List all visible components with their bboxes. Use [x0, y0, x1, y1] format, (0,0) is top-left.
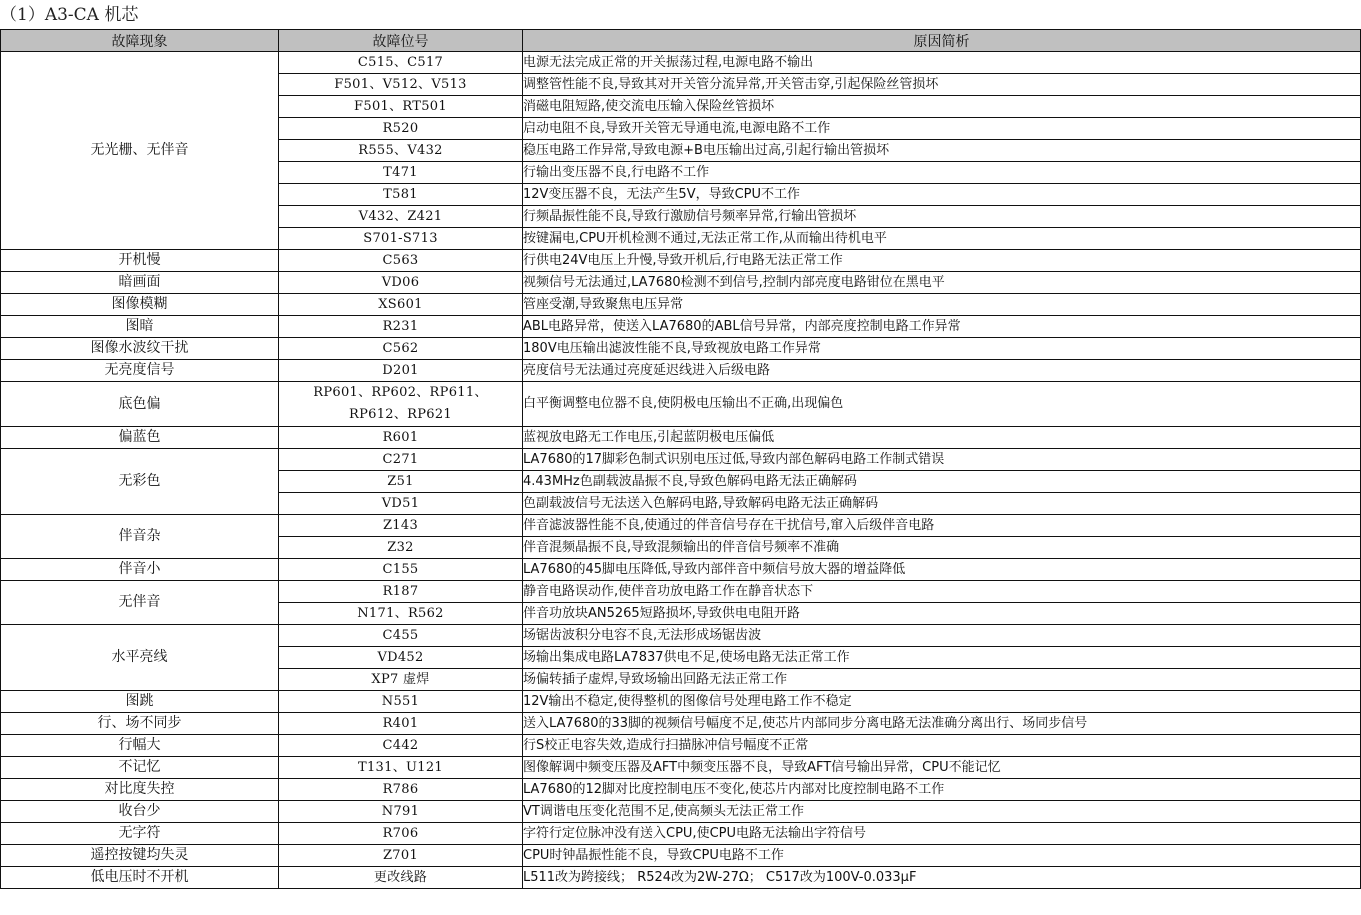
- cause-cell: CPU时钟晶振性能不良，导致CPU电路不工作: [523, 845, 1361, 867]
- cause-cell: 行输出变压器不良,行电路不工作: [523, 162, 1361, 184]
- table-row: [1, 316, 1361, 338]
- column-header-position: 故障位号: [279, 30, 523, 52]
- cause-cell: 蓝视放电路无工作电压,引起蓝阴极电压偏低: [523, 427, 1361, 449]
- position-cell: S701-S713: [279, 228, 523, 250]
- cause-cell: LA7680的17脚彩色制式识别电压过低,导致内部色解码电路工作制式错误: [523, 449, 1361, 471]
- symptom-cell: 行、场不同步: [1, 713, 279, 735]
- cause-cell: 启动电阻不良,导致开关管无导通电流,电源电路不工作: [523, 118, 1361, 140]
- position-cell: R231: [279, 316, 523, 338]
- symptom-cell: 伴音小: [1, 559, 279, 581]
- symptom-cell: 收台少: [1, 801, 279, 823]
- symptom-cell: 无伴音: [1, 581, 279, 625]
- cause-cell: LA7680的12脚对比度控制电压不变化,使芯片内部对比度控制电路不工作: [523, 779, 1361, 801]
- cause-cell: 场锯齿波积分电容不良,无法形成场锯齿波: [523, 625, 1361, 647]
- position-cell: VD51: [279, 493, 523, 515]
- cause-cell: 送入LA7680的33脚的视频信号幅度不足,使芯片内部同步分离电路无法准确分离出行、场同步信号: [523, 713, 1361, 735]
- cause-cell: VT调谐电压变化范围不足,使高频头无法正常工作: [523, 801, 1361, 823]
- position-cell: RP601、RP602、RP611、RP612、RP621: [279, 382, 523, 427]
- table-row: [1, 272, 1361, 294]
- symptom-cell: 无光栅、无伴音: [1, 52, 279, 250]
- fault-table: [0, 29, 1361, 889]
- cause-cell: 场输出集成电路LA7837供电不足,使场电路无法正常工作: [523, 647, 1361, 669]
- table-row: [1, 845, 1361, 867]
- cause-cell: 4.43MHz色副载波晶振不良,导致色解码电路无法正确解码: [523, 471, 1361, 493]
- position-cell: T471: [279, 162, 523, 184]
- cause-cell: L511改为跨接线； R524改为2W-27Ω； C517改为100V-0.033μF: [523, 867, 1361, 889]
- position-cell: C562: [279, 338, 523, 360]
- symptom-cell: 图像水波纹干扰: [1, 338, 279, 360]
- symptom-cell: 低电压时不开机: [1, 867, 279, 889]
- table-body: [1, 52, 1361, 889]
- position-cell: Z51: [279, 471, 523, 493]
- table-row: [1, 757, 1361, 779]
- symptom-cell: 图跳: [1, 691, 279, 713]
- column-header-cause: 原因简析: [523, 30, 1361, 52]
- cause-cell: 调整管性能不良,导致其对开关管分流异常,开关管击穿,引起保险丝管损坏: [523, 74, 1361, 96]
- table-row: [1, 294, 1361, 316]
- symptom-cell: 无亮度信号: [1, 360, 279, 382]
- position-cell: F501、V512、V513: [279, 74, 523, 96]
- position-cell: C271: [279, 449, 523, 471]
- cause-cell: 180V电压输出滤波性能不良,导致视放电路工作异常: [523, 338, 1361, 360]
- symptom-cell: 暗画面: [1, 272, 279, 294]
- position-cell: C155: [279, 559, 523, 581]
- position-cell: C455: [279, 625, 523, 647]
- position-cell: D201: [279, 360, 523, 382]
- symptom-cell: 偏蓝色: [1, 427, 279, 449]
- symptom-cell: 图暗: [1, 316, 279, 338]
- symptom-cell: 对比度失控: [1, 779, 279, 801]
- cause-cell: 按键漏电,CPU开机检测不通过,无法正常工作,从而输出待机电平: [523, 228, 1361, 250]
- cause-cell: LA7680的45脚电压降低,导致内部伴音中频信号放大器的增益降低: [523, 559, 1361, 581]
- table-header-row: [1, 30, 1361, 52]
- cause-cell: ABL电路异常，使送入LA7680的ABL信号异常，内部亮度控制电路工作异常: [523, 316, 1361, 338]
- symptom-cell: 开机慢: [1, 250, 279, 272]
- table-row: [1, 515, 1361, 537]
- position-cell: T581: [279, 184, 523, 206]
- position-cell: R187: [279, 581, 523, 603]
- position-cell: Z701: [279, 845, 523, 867]
- position-cell: R520: [279, 118, 523, 140]
- cause-cell: 色副载波信号无法送入色解码电路,导致解码电路无法正确解码: [523, 493, 1361, 515]
- cause-cell: 伴音滤波器性能不良,使通过的伴音信号存在干扰信号,窜入后级伴音电路: [523, 515, 1361, 537]
- position-cell: T131、U121: [279, 757, 523, 779]
- table-row: [1, 52, 1361, 74]
- cause-cell: 行供电24V电压上升慢,导致开机后,行电路无法正常工作: [523, 250, 1361, 272]
- symptom-cell: 底色偏: [1, 382, 279, 427]
- position-cell: N791: [279, 801, 523, 823]
- cause-cell: 图像解调中频变压器及AFT中频变压器不良，导致AFT信号输出异常，CPU不能记忆: [523, 757, 1361, 779]
- cause-cell: 伴音混频晶振不良,导致混频输出的伴音信号频率不准确: [523, 537, 1361, 559]
- column-header-symptom: 故障现象: [1, 30, 279, 52]
- cause-cell: 场偏转插子虚焊,导致场输出回路无法正常工作: [523, 669, 1361, 691]
- table-row: [1, 779, 1361, 801]
- cause-cell: 字符行定位脉冲没有送入CPU,使CPU电路无法输出字符信号: [523, 823, 1361, 845]
- symptom-cell: 无字符: [1, 823, 279, 845]
- cause-cell: 稳压电路工作异常,导致电源+B电压输出过高,引起行输出管损坏: [523, 140, 1361, 162]
- table-row: [1, 713, 1361, 735]
- cause-cell: 12V变压器不良，无法产生5V，导致CPU不工作: [523, 184, 1361, 206]
- cause-cell: 12V输出不稳定,使得整机的图像信号处理电路工作不稳定: [523, 691, 1361, 713]
- table-row: [1, 823, 1361, 845]
- position-cell: C442: [279, 735, 523, 757]
- position-cell: VD06: [279, 272, 523, 294]
- cause-cell: 视频信号无法通过,LA7680检测不到信号,控制内部亮度电路钳位在黑电平: [523, 272, 1361, 294]
- cause-cell: 伴音功放块AN5265短路损坏,导致供电电阻开路: [523, 603, 1361, 625]
- cause-cell: 白平衡调整电位器不良,使阴极电压输出不正确,出现偏色: [523, 382, 1361, 427]
- cause-cell: 静音电路误动作,使伴音功放电路工作在静音状态下: [523, 581, 1361, 603]
- symptom-cell: 图像模糊: [1, 294, 279, 316]
- table-row: [1, 427, 1361, 449]
- position-cell: R786: [279, 779, 523, 801]
- position-cell: VD452: [279, 647, 523, 669]
- position-cell: R706: [279, 823, 523, 845]
- table-row: [1, 801, 1361, 823]
- table-row: [1, 867, 1361, 889]
- position-cell: V432、Z421: [279, 206, 523, 228]
- symptom-cell: 伴音杂: [1, 515, 279, 559]
- position-cell: XP7 虚焊: [279, 669, 523, 691]
- position-cell: Z32: [279, 537, 523, 559]
- table-row: [1, 449, 1361, 471]
- section-title: （1）A3-CA 机芯: [0, 5, 139, 25]
- cause-cell: 电源无法完成正常的开关振荡过程,电源电路不输出: [523, 52, 1361, 74]
- symptom-cell: 无彩色: [1, 449, 279, 515]
- table-row: [1, 382, 1361, 427]
- table-row: [1, 625, 1361, 647]
- symptom-cell: 水平亮线: [1, 625, 279, 691]
- position-cell: R555、V432: [279, 140, 523, 162]
- position-cell: R601: [279, 427, 523, 449]
- position-cell: C515、C517: [279, 52, 523, 74]
- cause-cell: 消磁电阻短路,使交流电压输入保险丝管损坏: [523, 96, 1361, 118]
- symptom-cell: 遥控按键均失灵: [1, 845, 279, 867]
- table-row: [1, 360, 1361, 382]
- position-cell: R401: [279, 713, 523, 735]
- table-row: [1, 581, 1361, 603]
- position-cell: XS601: [279, 294, 523, 316]
- cause-cell: 管座受潮,导致聚焦电压异常: [523, 294, 1361, 316]
- position-cell: F501、RT501: [279, 96, 523, 118]
- table-row: [1, 735, 1361, 757]
- table-row: [1, 338, 1361, 360]
- table-row: [1, 250, 1361, 272]
- position-cell: 更改线路: [279, 867, 523, 889]
- position-cell: Z143: [279, 515, 523, 537]
- symptom-cell: 行幅大: [1, 735, 279, 757]
- cause-cell: 行频晶振性能不良,导致行激励信号频率异常,行输出管损坏: [523, 206, 1361, 228]
- table-row: [1, 691, 1361, 713]
- position-cell: N171、R562: [279, 603, 523, 625]
- position-cell: C563: [279, 250, 523, 272]
- position-cell: N551: [279, 691, 523, 713]
- cause-cell: 行S校正电容失效,造成行扫描脉冲信号幅度不正常: [523, 735, 1361, 757]
- table-row: [1, 559, 1361, 581]
- cause-cell: 亮度信号无法通过亮度延迟线进入后级电路: [523, 360, 1361, 382]
- symptom-cell: 不记忆: [1, 757, 279, 779]
